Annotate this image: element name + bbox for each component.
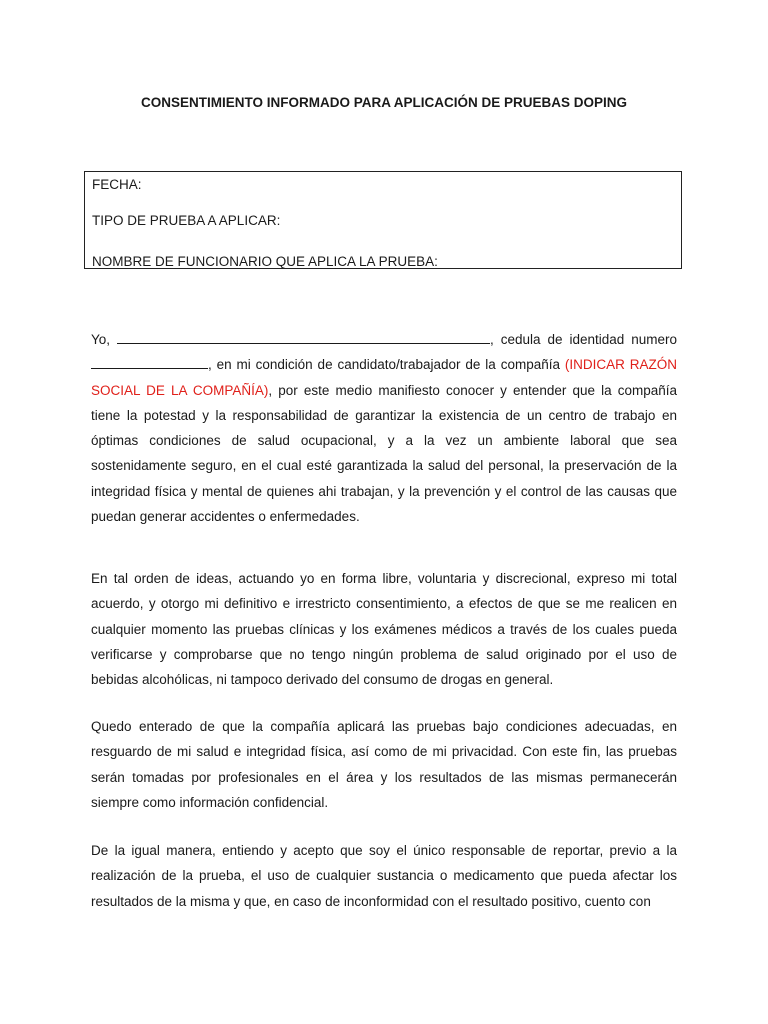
document-title: CONSENTIMIENTO INFORMADO PARA APLICACIÓN DE PRUEBAS DOPING [140, 95, 628, 110]
paragraph-privacy: Quedo enterado de que la compañía aplicará las pruebas bajo condiciones adecuadas, en resguardo de mi salud e integridad física, así como de mi privacidad. Con este fin, las pruebas serán tomadas por profesionales en el área y los resultados de las mismas permanecerán siempre como información confidencial. [91, 719, 677, 810]
id-blank-line [91, 356, 208, 369]
info-box [84, 171, 682, 269]
paragraph-responsibility: De la igual manera, entiendo y acepto que soy el único responsable de reportar, previo a la realización de la prueba, el uso de cualquier sustancia o medicamento que pueda afectar los resultados de la misma y que, en caso de inconformidad con el resultado positivo, cuento con [91, 843, 677, 909]
fecha-field-label: FECHA: [92, 177, 142, 192]
yo-text: Yo, [91, 332, 117, 347]
paragraph-1-rest: , por este medio manifiesto conocer y entender que la compañía tiene la potestad y la responsabilidad de garantizar la existencia de un centro de trabajo en óptimas condiciones de salud ocupacional, y a la vez un ambiente laboral que sea sostenidamente seguro, en el cual esté garantizada la salud del personal, la preservación de la integridad física y mental de quienes ahi trabajan, y la prevención y el control de las causas que puedan generar accidentes o enfermedades. [91, 382, 677, 525]
name-blank-line [117, 331, 490, 344]
after-id-text: , en mi condición de candidato/trabajador de la compañía [208, 357, 565, 373]
after-name-text: , cedula de identidad numero [490, 332, 677, 347]
paragraph-consent-agreement: En tal orden de ideas, actuando yo en forma libre, voluntaria y discrecional, expreso mi total acuerdo, y otorgo mi definitivo e irrestricto consentimiento, a efectos de que se me realicen en cualquier momento las pruebas clínicas y los exámenes médicos a través de los cuales pueda verificarse y comprobarse que no tengo ningún problema de salud originado por el uso de bebidas alcohólicas, ni tampoco derivado del consumo de drogas en general. [91, 571, 677, 688]
company-name-placeholder: (INDICAR RAZÓN SOCIAL DE LA COMPAÑÍA) [91, 357, 678, 398]
funcionario-field-label: NOMBRE DE FUNCIONARIO QUE APLICA LA PRUEBA: [92, 254, 438, 269]
tipo-prueba-field-label: TIPO DE PRUEBA A APLICAR: [92, 213, 281, 228]
paragraph-consent-intro [91, 327, 677, 529]
